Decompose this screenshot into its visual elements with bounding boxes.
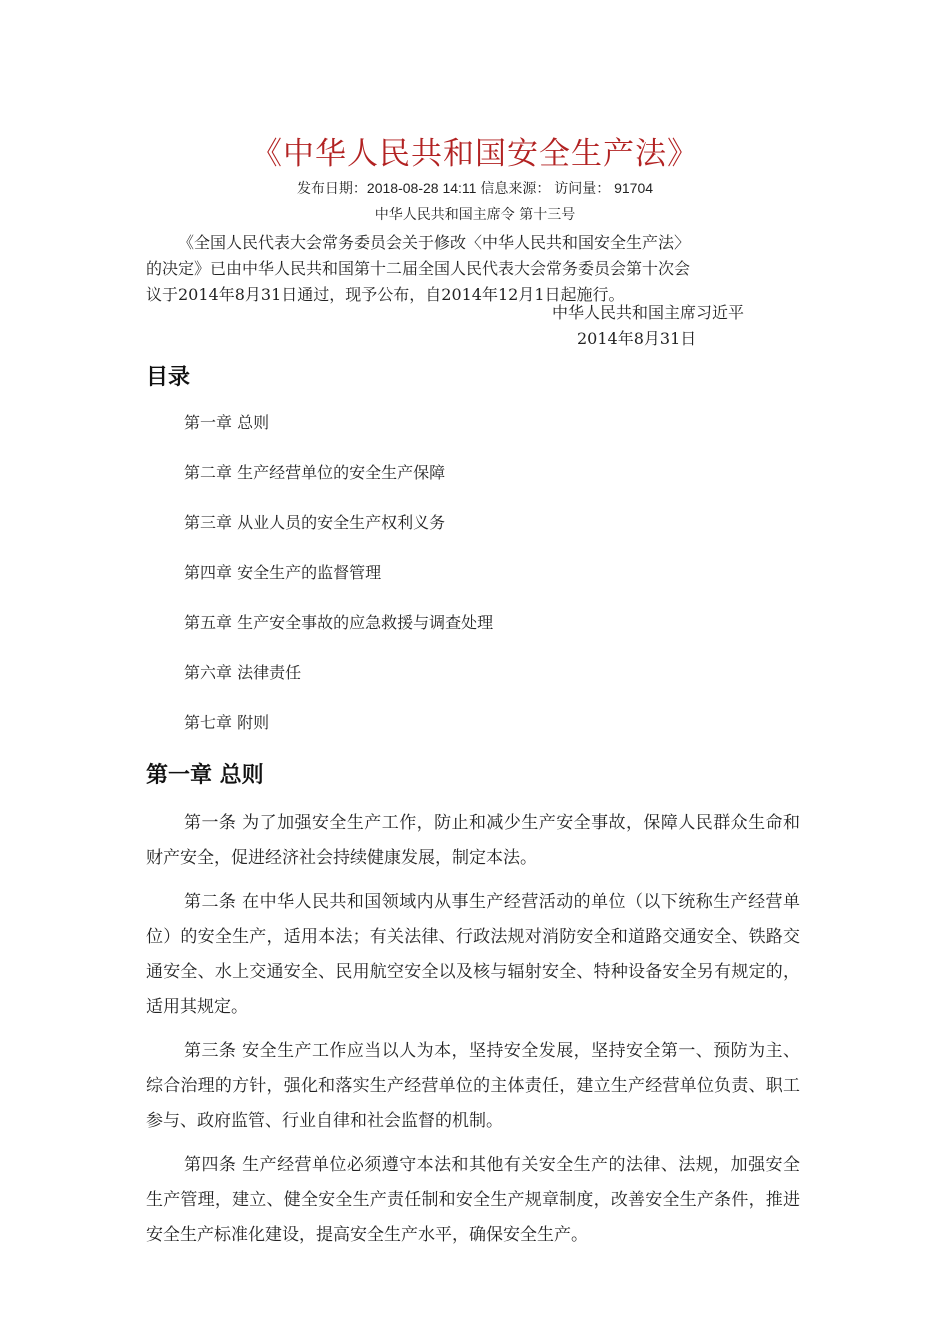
- toc-item[interactable]: 第四章 安全生产的监督管理: [184, 563, 382, 582]
- toc-item[interactable]: 第六章 法律责任: [184, 663, 302, 682]
- page-title: 《中华人民共和国安全生产法》: [251, 136, 699, 172]
- chapter-body: [146, 806, 800, 1262]
- decree-line: 《全国人民代表大会常务委员会关于修改〈中华人民共和国安全生产法〉: [178, 233, 691, 252]
- article: 第二条 在中华人民共和国领域内从事生产经营活动的单位（以下统称生产经营单位）的安全生产，适用本法；有关法律、行政法规对消防安全和道路交通安全、铁路交通安全、水上交通安全、民用航空安全以及核与辐射安全、特种设备安全另有规定的，适用其规定。: [146, 892, 800, 1017]
- article: 第四条 生产经营单位必须遵守本法和其他有关安全生产的法律、法规，加强安全生产管理，建立、健全安全生产责任制和安全生产规章制度，改善安全生产条件，推进安全生产标准化建设，提高安全生产水平，确保安全生产。: [146, 1155, 800, 1245]
- decree-line: 的决定》已由中华人民共和国第十二届全国人民代表大会常务委员会第十次会: [146, 259, 691, 278]
- sign-date: 2014年8月31日: [577, 329, 697, 348]
- toc-item[interactable]: 第二章 生产经营单位的安全生产保障: [184, 463, 446, 482]
- decree-text: [146, 230, 806, 308]
- toc-item[interactable]: 第七章 附则: [184, 713, 270, 732]
- article: 第三条 安全生产工作应当以人为本，坚持安全发展，坚持安全第一、预防为主、综合治理的方针，强化和落实生产经营单位的主体责任，建立生产经营单位负责、职工参与、政府监管、行业自律和社会监督的机制。: [146, 1041, 800, 1131]
- signatory: 中华人民共和国主席习近平: [552, 303, 745, 322]
- article: 第一条 为了加强安全生产工作，防止和减少生产安全事故，保障人民群众生命和财产安全，促进经济社会持续健康发展，制定本法。: [146, 813, 800, 868]
- toc-heading: 目录: [146, 365, 191, 390]
- publish-meta: 发布日期：2018-08-28 14:11 信息来源： 访问量： 91704: [296, 180, 654, 196]
- toc-item[interactable]: 第一章 总则: [184, 413, 270, 432]
- chapter-heading: 第一章 总则: [146, 763, 264, 788]
- decree-number: 中华人民共和国主席令 第十三号: [374, 207, 576, 223]
- decree-line: 议于2014年8月31日通过，现予公布，自2014年12月1日起施行。: [146, 285, 625, 304]
- table-of-contents: [184, 410, 493, 760]
- toc-item[interactable]: 第三章 从业人员的安全生产权利义务: [184, 513, 446, 532]
- toc-item[interactable]: 第五章 生产安全事故的应急救援与调查处理: [184, 613, 494, 632]
